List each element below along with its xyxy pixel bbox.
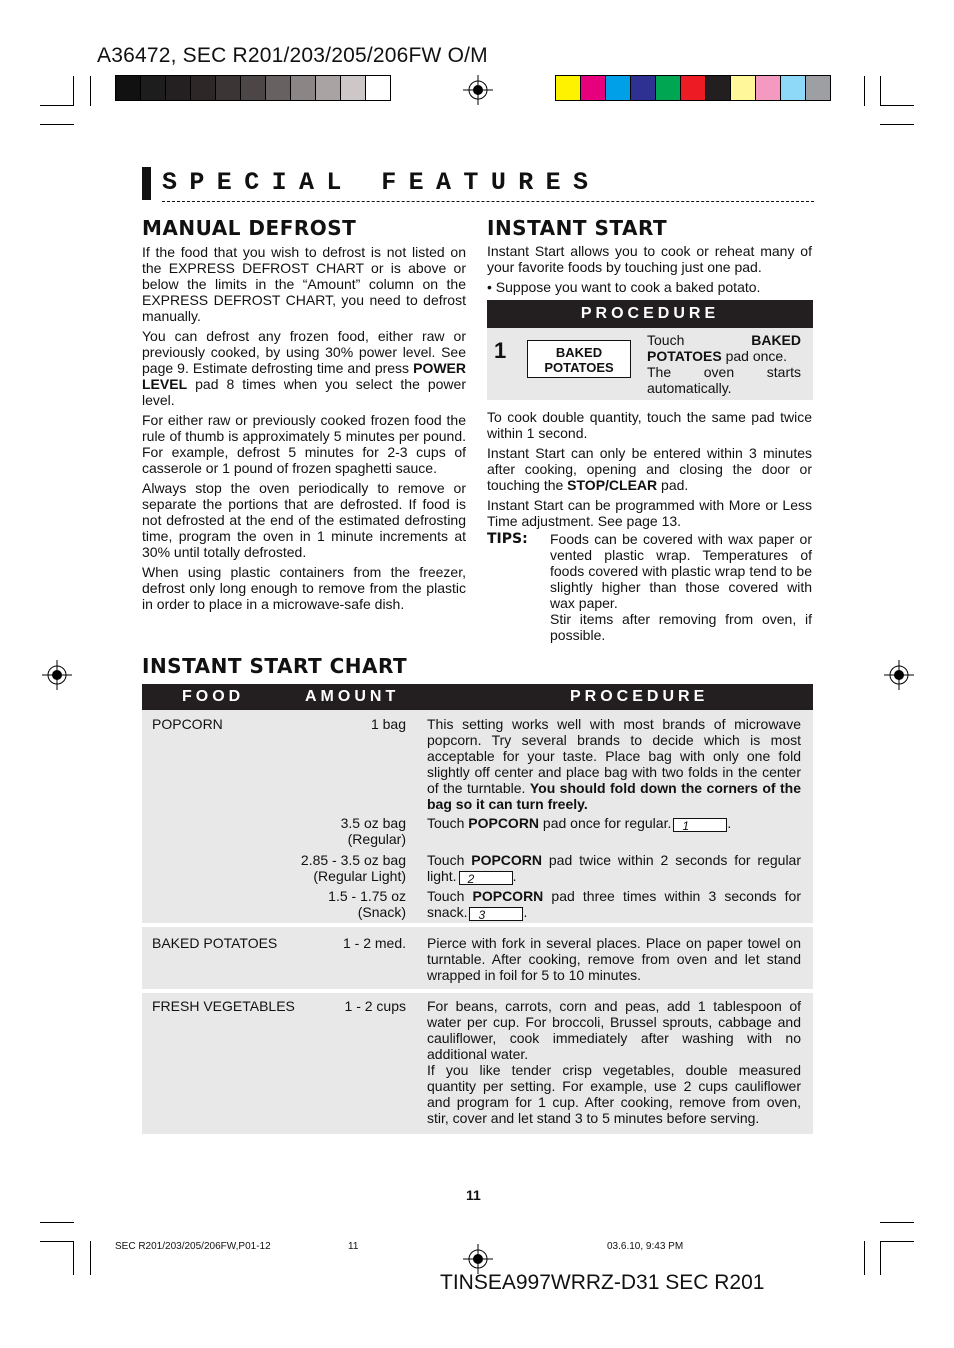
- color-swatch: [340, 76, 365, 100]
- section-title-rule: [162, 201, 814, 202]
- column-header-procedure: PROCEDURE: [570, 688, 709, 705]
- manual-defrost-heading: MANUAL DEFROST: [142, 216, 357, 240]
- food-cell: POPCORN: [152, 716, 223, 732]
- paragraph: Instant Start allows you to cook or reheat many of your favorite foods by touching just one pad.: [487, 243, 812, 275]
- gray-color-bar: [115, 75, 391, 101]
- procedure-cell: Touch POPCORN pad once for regular. 1 .: [427, 815, 732, 833]
- color-swatch: [265, 76, 290, 100]
- color-swatch: [116, 76, 140, 100]
- color-swatch: [140, 76, 165, 100]
- color-swatch: [215, 76, 240, 100]
- paragraph: To cook double quantity, touch the same pad twice within 1 second.: [487, 409, 812, 441]
- registration-mark-icon: [42, 660, 72, 690]
- instant-start-notes: [487, 409, 812, 533]
- instant-start-chart-heading: INSTANT START CHART: [142, 654, 408, 678]
- display-readout: 1: [673, 818, 727, 832]
- amount-cell: 3.5 oz bag (Regular): [340, 815, 406, 847]
- amount-cell: 1 bag: [370, 716, 406, 732]
- crop-mark: [90, 1241, 91, 1275]
- procedure-cell: For beans, carrots, corn and peas, add 1 tablespoon of water per cup. For broccoli, Brussel sprouts, cabbage and cauliflower, cook immediately after washing with no additional water. If you like tender crisp vegetables, double measured quantity per setting. For example, use 2 cups cauliflower and program for 1 cup. After cooking, remove from oven, stir, cover and let stand 3 to 5 minutes before serving.: [427, 998, 801, 1126]
- document-footer-title: TINSEA997WRRZ-D31 SEC R201: [440, 1271, 765, 1294]
- paragraph: For either raw or previously cooked frozen food the rule of thumb is approximately 5 minutes per pound. For example, defrost 5 minutes for 2-3 cups of casserole or 1 pound of frozen spaghetti sauce.: [142, 412, 466, 476]
- baked-potatoes-pad: BAKED POTATOES: [527, 340, 631, 378]
- process-color-bar: [555, 75, 831, 101]
- color-swatch: [315, 76, 340, 100]
- crop-mark: [40, 105, 74, 106]
- color-swatch: [680, 76, 705, 100]
- chart-header-row: [142, 684, 813, 710]
- color-swatch: [780, 76, 805, 100]
- display-readout: 2: [459, 871, 513, 885]
- color-swatch: [365, 76, 390, 100]
- crop-mark: [880, 124, 914, 125]
- page-number: 11: [466, 1187, 481, 1203]
- color-swatch: [630, 76, 655, 100]
- procedure-cell: Pierce with fork in several places. Place on paper towel on turntable. After cooking, remove from oven and let stand wrapped in foil for 5 to 10 minutes.: [427, 935, 801, 983]
- registration-mark-icon: [884, 660, 914, 690]
- crop-mark: [880, 105, 914, 106]
- crop-mark: [880, 1241, 914, 1242]
- color-swatch: [655, 76, 680, 100]
- paragraph: Always stop the oven periodically to remove or separate the portions that are defrosted. If food is not defrosted at the end of the estimated defrosting time, program the oven in 1 minute increments at 30% until totally defrosted.: [142, 480, 466, 560]
- food-cell: FRESH VEGETABLES: [152, 998, 295, 1014]
- amount-cell: 1.5 - 1.75 oz (Snack): [328, 888, 406, 920]
- chart-row-baked-potatoes: [142, 927, 813, 989]
- crop-mark: [90, 76, 91, 106]
- amount-cell: 1 - 2 med.: [342, 935, 406, 951]
- instant-start-intro: [487, 243, 812, 299]
- manual-defrost-body: [142, 244, 466, 616]
- crop-mark: [880, 1241, 881, 1275]
- paragraph: You can defrost any frozen food, either raw or previously cooked, by using 30% power level. See page 9. Estimate defrosting time and press POWER LEVEL pad 8 times when you select the power level.: [142, 328, 466, 408]
- registration-mark-icon: [463, 1244, 493, 1274]
- color-swatch: [755, 76, 780, 100]
- crop-mark: [73, 76, 74, 106]
- procedure-header: PROCEDURE: [487, 300, 813, 328]
- color-swatch: [240, 76, 265, 100]
- paragraph: If the food that you wish to defrost is not listed on the EXPRESS DEFROST CHART or is above or below the limits in the “Amount” column on the EXPRESS DEFROST CHART, you need to defrost manually.: [142, 244, 466, 324]
- chart-row-popcorn: [142, 710, 813, 923]
- footer-page: 11: [348, 1241, 359, 1252]
- color-swatch: [190, 76, 215, 100]
- column-header-amount: AMOUNT: [305, 688, 400, 705]
- procedure-cell: This setting works well with most brands of microwave popcorn. Try several brands to decide which is most acceptable for your taste. Place bag with only one fold slightly off center and place bag with two folds in the center of the turntable. You should fold down the corners of the bag so it can turn freely.: [427, 716, 801, 812]
- step-instructions: Touch BAKED POTATOES pad once. The oven starts automatically.: [647, 332, 801, 396]
- document-header-title: A36472, SEC R201/203/205/206FW O/M: [97, 44, 488, 67]
- registration-mark-icon: [463, 75, 493, 105]
- crop-mark: [864, 76, 865, 106]
- procedure-step: [487, 328, 813, 400]
- crop-mark: [40, 124, 74, 125]
- color-swatch: [730, 76, 755, 100]
- tips-label: TIPS:: [487, 531, 528, 547]
- paragraph: Instant Start can be programmed with More or Less Time adjustment. See page 13.: [487, 497, 812, 529]
- footer-date: 03.6.10, 9:43 PM: [607, 1241, 684, 1252]
- procedure-cell: Touch POPCORN pad twice within 2 seconds for regular light. 2 .: [427, 852, 802, 886]
- tips-text: Foods can be covered with wax paper or vented plastic wrap. Temperatures of foods covered with plastic wrap tend to be slightly higher than those covered with wax paper. Stir items after removing from oven, if possible.: [550, 531, 812, 643]
- food-cell: BAKED POTATOES: [152, 935, 278, 951]
- crop-mark: [40, 1241, 74, 1242]
- chart-row-fresh-vegetables: [142, 993, 813, 1134]
- color-swatch: [580, 76, 605, 100]
- crop-mark: [880, 1222, 914, 1223]
- display-readout: 3: [469, 907, 523, 921]
- section-title: SPECIAL FEATURES: [162, 168, 601, 197]
- paragraph: When using plastic containers from the freezer, defrost only long enough to remove from the plastic in order to place in a microwave-safe dish.: [142, 564, 466, 612]
- procedure-cell: Touch POPCORN pad three times within 3 seconds for snack. 3 .: [427, 888, 801, 922]
- footer-filename: SEC R201/203/205/206FW,P01-12: [115, 1241, 271, 1252]
- column-header-food: FOOD: [182, 688, 245, 705]
- color-swatch: [705, 76, 730, 100]
- color-swatch: [556, 76, 580, 100]
- section-title-bar: [142, 167, 151, 200]
- instant-start-heading: INSTANT START: [487, 216, 668, 240]
- step-number: 1: [494, 338, 507, 363]
- color-swatch: [805, 76, 830, 100]
- color-swatch: [290, 76, 315, 100]
- crop-mark: [40, 1222, 74, 1223]
- color-swatch: [605, 76, 630, 100]
- amount-cell: 1 - 2 cups: [344, 998, 406, 1014]
- crop-mark: [73, 1241, 74, 1275]
- bullet-item: • Suppose you want to cook a baked potato.: [487, 279, 761, 295]
- paragraph: Instant Start can only be entered within 3 minutes after cooking, opening and closing the door or touching the STOP/CLEAR pad.: [487, 445, 812, 493]
- color-swatch: [165, 76, 190, 100]
- amount-cell: 2.85 - 3.5 oz bag (Regular Light): [300, 852, 406, 884]
- crop-mark: [880, 76, 881, 106]
- crop-mark: [864, 1241, 865, 1275]
